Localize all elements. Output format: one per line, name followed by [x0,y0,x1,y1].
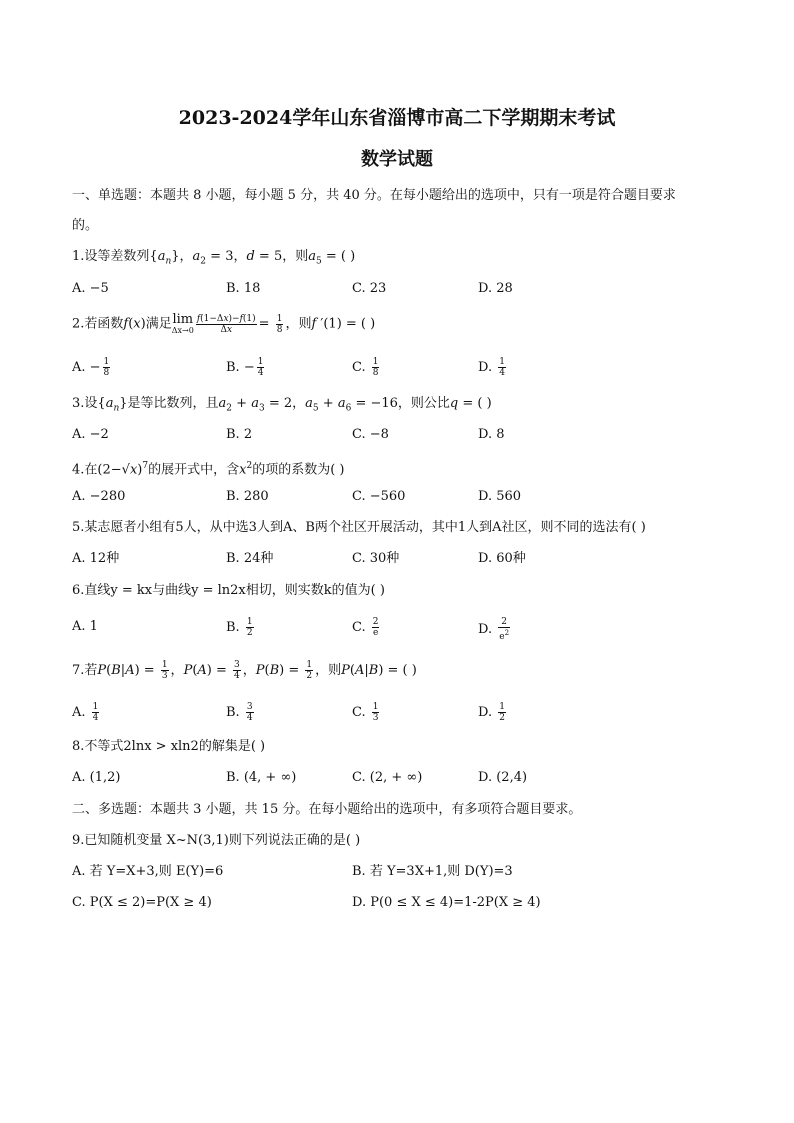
question-1-option-b[interactable]: B. 18 [226,281,261,296]
question-5-option-a[interactable]: A. 12种 [72,551,120,566]
question-9-option-c[interactable]: C. P(X ≤ 2)=P(X ≥ 4) [72,895,212,910]
question-1-option-c[interactable]: C. 23 [352,281,387,296]
question-4-stem: 4.在$(2-√x)^7$的展开式中，含$x^2$的项的系数为( ) [72,461,345,478]
page-title: 2023-2024学年山东省淄博市高二下学期期末考试 [178,107,616,129]
question-7-option-b[interactable]: B. $\frac{3}{4}$ [226,702,253,723]
page-subtitle: 数学试题 [361,149,433,170]
question-2-option-a[interactable]: A. − $\frac{1}{8}$ [72,357,110,378]
question-7-stem: 7.若P(B|A) = $\frac{1}{3}$ ，P(A) = $\frac{3}{4}$ ，P(B) = $\frac{1}{2}$ ，则P(A|B) = ( ) [72,660,417,681]
question-3-option-d[interactable]: D. 8 [478,427,505,442]
question-5-option-d[interactable]: D. 60种 [478,551,526,566]
question-4-option-c[interactable]: C. −560 [352,489,406,504]
question-5-option-c[interactable]: C. 30种 [352,551,400,566]
question-1-option-a[interactable]: A. −5 [72,281,109,296]
question-2-option-d[interactable]: D. $\frac{1}{4}$ [478,357,505,378]
question-2-option-b[interactable]: B. − $\frac{1}{4}$ [226,357,264,378]
question-4-option-d[interactable]: D. 560 [478,489,522,504]
question-7-option-d[interactable]: D. $\frac{1}{2}$ [478,702,505,723]
question-9-option-d[interactable]: D. P(0 ≤ X ≤ 4)=1-2P(X ≥ 4) [352,895,541,910]
question-2-option-c[interactable]: C. $\frac{1}{8}$ [352,357,379,378]
question-9-stem: 9.已知随机变量 X~N(3,1)则下列说法正确的是( ) [72,833,361,848]
question-1-stem: 1.设等差数列$\{a_n\}$，$a_2 = 3$，d = 5，则$a_5$ = ( ) [72,249,356,267]
question-6-option-d[interactable]: D. $\frac{2}{e^2}$ [478,617,510,642]
question-8-stem: 8.不等式2lnx > xln2的解集是( ) [72,739,266,754]
question-4-option-a[interactable]: A. −280 [72,489,126,504]
question-5-stem: 5.某志愿者小组有5人，从中选3人到A、B两个社区开展活动，其中1人到A社区，则不同的选法有( ) [72,520,646,535]
question-1-option-d[interactable]: D. 28 [478,281,513,296]
question-2-stem: 2.若函数f(x)满足lim Δx→0 $\frac{f(1-\Delta x)-f(1)}{\Delta x}$ = $\frac{1}{8}$ ，则f ′(1) = ( ) [72,312,376,335]
question-8-option-c[interactable]: C. (2, + ∞) [352,770,423,785]
question-7-option-a[interactable]: A. $\frac{1}{4}$ [72,702,99,723]
question-6-option-b[interactable]: B. $\frac{1}{2}$ [226,617,253,638]
section-heading-continuation: 的。 [72,218,99,233]
question-6-option-c[interactable]: C. $\frac{2}{e}$ [352,617,379,638]
question-8-option-b[interactable]: B. (4, + ∞) [226,770,297,785]
question-5-option-b[interactable]: B. 24种 [226,551,274,566]
question-3-option-a[interactable]: A. −2 [72,427,109,442]
question-6-option-a[interactable]: A. 1 [72,619,98,634]
question-3-stem: 3.设$\{a_n\}$是等比数列，且$a_2 + a_3 = 2$，$a_5 + a_6 = -16$，则公比q = ( ) [72,396,492,414]
question-9-option-a[interactable]: A. 若 Y=X+3,则 E(Y)=6 [72,864,224,879]
section-heading-multiple-choice: 二、多选题：本题共 3 小题，共 15 分。在每小题给出的选项中，有多项符合题目要求。 [72,802,582,817]
question-7-option-c[interactable]: C. $\frac{1}{3}$ [352,702,379,723]
question-3-option-b[interactable]: B. 2 [226,427,253,442]
question-3-option-c[interactable]: C. −8 [352,427,389,442]
section-heading-single-choice: 一、单选题：本题共 8 小题，每小题 5 分，共 40 分。在每小题给出的选项中，只有一项是符合题目要求 [72,188,676,203]
question-6-stem: 6.直线y = kx与曲线y = ln2x相切，则实数k的值为( ) [72,583,385,598]
question-8-option-d[interactable]: D. (2,4) [478,770,528,785]
question-4-option-b[interactable]: B. 280 [226,489,269,504]
question-8-option-a[interactable]: A. (1,2) [72,770,121,785]
question-9-option-b[interactable]: B. 若 Y=3X+1,则 D(Y)=3 [352,864,513,879]
